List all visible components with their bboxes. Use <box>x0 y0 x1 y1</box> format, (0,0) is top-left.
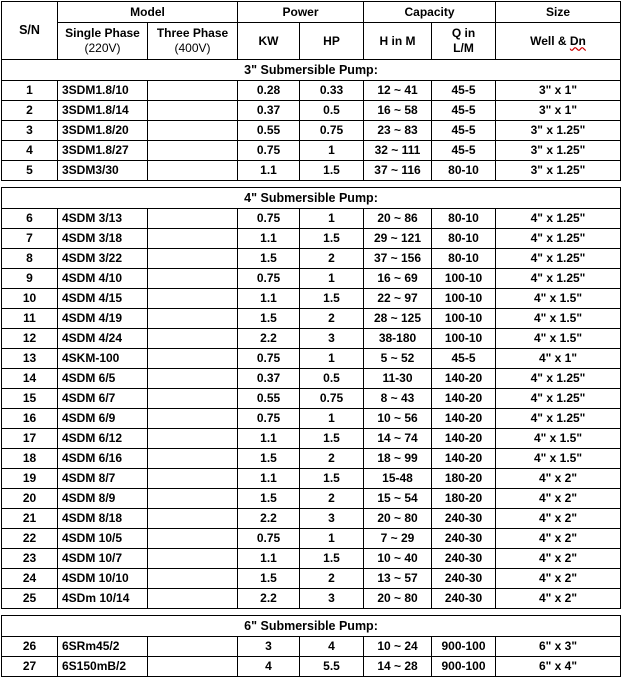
sn-cell: 10 <box>2 289 58 309</box>
kw-cell: 2.2 <box>238 589 300 609</box>
hp-cell: 0.33 <box>300 81 364 101</box>
head-cell: 13 ~ 57 <box>364 569 432 589</box>
flow-cell: 240-30 <box>432 589 496 609</box>
flow-cell: 80-10 <box>432 229 496 249</box>
kw-cell: 0.75 <box>238 409 300 429</box>
size-cell: 4" x 2" <box>496 529 621 549</box>
flow-cell: 100-10 <box>432 309 496 329</box>
kw-cell: 1.5 <box>238 569 300 589</box>
hp-cell: 2 <box>300 489 364 509</box>
table-row <box>2 369 621 389</box>
three-phase-model-cell <box>148 289 238 309</box>
kw-header: KW <box>238 23 300 60</box>
single-phase-model-cell: 3SDM3/30 <box>58 161 148 181</box>
model-header: Model <box>58 2 238 23</box>
table-row <box>2 209 621 229</box>
hp-cell: 2 <box>300 449 364 469</box>
table-row <box>2 101 621 121</box>
head-cell: 10 ~ 40 <box>364 549 432 569</box>
head-cell: 10 ~ 56 <box>364 409 432 429</box>
kw-cell: 0.75 <box>238 349 300 369</box>
head-cell: 15-48 <box>364 469 432 489</box>
size-cell: 4" x 1.25" <box>496 249 621 269</box>
flow-cell: 140-20 <box>432 389 496 409</box>
table-row <box>2 429 621 449</box>
hp-cell: 2 <box>300 309 364 329</box>
table-row <box>2 289 621 309</box>
single-phase-model-cell: 4SDM 8/18 <box>58 509 148 529</box>
header-row-2 <box>2 23 621 60</box>
head-cell: 7 ~ 29 <box>364 529 432 549</box>
section-header-row <box>2 188 621 209</box>
head-cell: 28 ~ 125 <box>364 309 432 329</box>
capacity-header: Capacity <box>364 2 496 23</box>
head-cell: 8 ~ 43 <box>364 389 432 409</box>
flow-cell: 45-5 <box>432 121 496 141</box>
sn-cell: 11 <box>2 309 58 329</box>
hp-cell: 1.5 <box>300 429 364 449</box>
hp-cell: 1.5 <box>300 161 364 181</box>
single-phase-model-cell: 4SDM 6/16 <box>58 449 148 469</box>
flow-header <box>432 23 496 60</box>
size-cell: 4" x 1.5" <box>496 289 621 309</box>
sn-cell: 17 <box>2 429 58 449</box>
three-phase-model-cell <box>148 637 238 657</box>
sn-cell: 7 <box>2 229 58 249</box>
power-header: Power <box>238 2 364 23</box>
size-cell: 6" x 3" <box>496 637 621 657</box>
kw-cell: 4 <box>238 657 300 677</box>
table-row <box>2 549 621 569</box>
flow-cell: 240-30 <box>432 549 496 569</box>
size-cell: 3" x 1" <box>496 81 621 101</box>
three-phase-model-cell <box>148 489 238 509</box>
size-cell: 4" x 1.25" <box>496 409 621 429</box>
sn-cell: 6 <box>2 209 58 229</box>
head-cell: 23 ~ 83 <box>364 121 432 141</box>
table-row <box>2 249 621 269</box>
flow-cell: 45-5 <box>432 81 496 101</box>
kw-cell: 1.1 <box>238 229 300 249</box>
three-phase-model-cell <box>148 249 238 269</box>
size-cell: 4" x 1.5" <box>496 449 621 469</box>
table-row <box>2 229 621 249</box>
table-row <box>2 637 621 657</box>
three-phase-model-cell <box>148 569 238 589</box>
head-cell: 16 ~ 58 <box>364 101 432 121</box>
head-cell: 32 ~ 111 <box>364 141 432 161</box>
three-phase-model-cell <box>148 409 238 429</box>
section-title: 3" Submersible Pump: <box>2 60 621 81</box>
section-gap <box>2 181 621 188</box>
sn-cell: 26 <box>2 637 58 657</box>
flow-cell: 140-20 <box>432 409 496 429</box>
hp-cell: 2 <box>300 249 364 269</box>
hp-cell: 1 <box>300 409 364 429</box>
sn-cell: 24 <box>2 569 58 589</box>
flow-cell: 180-20 <box>432 489 496 509</box>
single-phase-model-cell: 4SDM 4/15 <box>58 289 148 309</box>
size-cell: 4" x 2" <box>496 509 621 529</box>
section-header-row <box>2 60 621 81</box>
hp-cell: 1 <box>300 269 364 289</box>
three-phase-voltage: (400V) <box>174 41 211 55</box>
three-phase-model-cell <box>148 81 238 101</box>
sn-cell: 8 <box>2 249 58 269</box>
head-cell: 37 ~ 156 <box>364 249 432 269</box>
three-phase-model-cell <box>148 429 238 449</box>
hp-cell: 1.5 <box>300 229 364 249</box>
size-cell: 4" x 2" <box>496 549 621 569</box>
table-row <box>2 489 621 509</box>
three-phase-model-cell <box>148 657 238 677</box>
sn-cell: 14 <box>2 369 58 389</box>
flow-cell: 45-5 <box>432 141 496 161</box>
size-cell: 3" x 1.25" <box>496 121 621 141</box>
three-phase-model-cell <box>148 329 238 349</box>
sn-cell: 21 <box>2 509 58 529</box>
single-phase-voltage: (220V) <box>84 41 121 55</box>
sn-cell: 20 <box>2 489 58 509</box>
flow-cell: 180-20 <box>432 469 496 489</box>
size-cell: 4" x 1.25" <box>496 369 621 389</box>
flow-cell: 100-10 <box>432 289 496 309</box>
kw-cell: 0.37 <box>238 369 300 389</box>
single-phase-model-cell: 4SDm 10/14 <box>58 589 148 609</box>
hp-cell: 1.5 <box>300 469 364 489</box>
kw-cell: 1.1 <box>238 289 300 309</box>
flow-cell: 900-100 <box>432 657 496 677</box>
table-row <box>2 389 621 409</box>
three-phase-model-cell <box>148 529 238 549</box>
single-phase-model-cell: 3SDM1.8/20 <box>58 121 148 141</box>
flow-cell: 80-10 <box>432 209 496 229</box>
kw-cell: 0.55 <box>238 389 300 409</box>
kw-cell: 2.2 <box>238 329 300 349</box>
head-cell: 14 ~ 74 <box>364 429 432 449</box>
sn-cell: 1 <box>2 81 58 101</box>
sn-cell: 16 <box>2 409 58 429</box>
sn-cell: 13 <box>2 349 58 369</box>
size-cell: 4" x 1" <box>496 349 621 369</box>
head-cell: 20 ~ 86 <box>364 209 432 229</box>
hp-cell: 4 <box>300 637 364 657</box>
hp-cell: 1 <box>300 141 364 161</box>
hp-cell: 2 <box>300 569 364 589</box>
size-header: Size <box>496 2 621 23</box>
sn-cell: 12 <box>2 329 58 349</box>
head-cell: 16 ~ 69 <box>364 269 432 289</box>
single-phase-model-cell: 4SDM 8/9 <box>58 489 148 509</box>
head-cell: 18 ~ 99 <box>364 449 432 469</box>
single-phase-model-cell: 4SDM 6/5 <box>58 369 148 389</box>
single-phase-model-cell: 4SDM 3/13 <box>58 209 148 229</box>
kw-cell: 0.37 <box>238 101 300 121</box>
hp-cell: 3 <box>300 329 364 349</box>
flow-cell: 240-30 <box>432 529 496 549</box>
size-cell: 3" x 1" <box>496 101 621 121</box>
kw-cell: 0.75 <box>238 209 300 229</box>
hp-cell: 3 <box>300 589 364 609</box>
table-row <box>2 309 621 329</box>
table-row <box>2 657 621 677</box>
head-cell: 10 ~ 24 <box>364 637 432 657</box>
single-phase-model-cell: 4SDM 10/10 <box>58 569 148 589</box>
single-phase-model-cell: 4SDM 3/18 <box>58 229 148 249</box>
section-spacer <box>2 609 621 616</box>
hp-cell: 1.5 <box>300 289 364 309</box>
single-phase-model-cell: 4SDM 6/9 <box>58 409 148 429</box>
flow-cell: 100-10 <box>432 269 496 289</box>
single-phase-model-cell: 3SDM1.8/14 <box>58 101 148 121</box>
head-cell: 11-30 <box>364 369 432 389</box>
size-cell: 3" x 1.25" <box>496 141 621 161</box>
sn-cell: 5 <box>2 161 58 181</box>
size-cell: 4" x 2" <box>496 589 621 609</box>
three-phase-model-cell <box>148 349 238 369</box>
flow-unit: L/M <box>453 41 474 55</box>
head-cell: 37 ~ 116 <box>364 161 432 181</box>
head-cell: 14 ~ 28 <box>364 657 432 677</box>
flow-cell: 45-5 <box>432 101 496 121</box>
three-phase-model-cell <box>148 469 238 489</box>
head-cell: 12 ~ 41 <box>364 81 432 101</box>
kw-cell: 1.5 <box>238 489 300 509</box>
well-dn-header <box>496 23 621 60</box>
sn-cell: 18 <box>2 449 58 469</box>
hp-cell: 3 <box>300 509 364 529</box>
three-phase-model-cell <box>148 449 238 469</box>
flow-cell: 140-20 <box>432 449 496 469</box>
hp-cell: 1 <box>300 349 364 369</box>
flow-cell: 140-20 <box>432 429 496 449</box>
header-row-1 <box>2 2 621 23</box>
kw-cell: 0.75 <box>238 529 300 549</box>
size-cell: 4" x 1.5" <box>496 309 621 329</box>
size-cell: 4" x 2" <box>496 569 621 589</box>
hp-cell: 0.75 <box>300 389 364 409</box>
single-phase-model-cell: 3SDM1.8/27 <box>58 141 148 161</box>
single-phase-model-cell: 4SDM 4/19 <box>58 309 148 329</box>
table-row <box>2 409 621 429</box>
kw-cell: 1.1 <box>238 429 300 449</box>
single-phase-model-cell: 4SDM 10/5 <box>58 529 148 549</box>
three-phase-model-cell <box>148 101 238 121</box>
size-cell: 4" x 1.25" <box>496 389 621 409</box>
flow-cell: 100-10 <box>432 329 496 349</box>
table-row <box>2 569 621 589</box>
kw-cell: 0.75 <box>238 141 300 161</box>
sn-cell: 15 <box>2 389 58 409</box>
table-row <box>2 349 621 369</box>
section-title: 4" Submersible Pump: <box>2 188 621 209</box>
well-dn-suffix: Dn <box>569 33 586 48</box>
kw-cell: 1.5 <box>238 249 300 269</box>
size-cell: 6" x 4" <box>496 657 621 677</box>
three-phase-model-cell <box>148 121 238 141</box>
table-row <box>2 509 621 529</box>
flow-cell: 80-10 <box>432 161 496 181</box>
flow-cell: 900-100 <box>432 637 496 657</box>
flow-label: Q in <box>451 26 476 40</box>
well-dn-prefix: Well & <box>530 33 570 48</box>
hp-cell: 5.5 <box>300 657 364 677</box>
kw-cell: 3 <box>238 637 300 657</box>
head-cell: 29 ~ 121 <box>364 229 432 249</box>
sn-cell: 2 <box>2 101 58 121</box>
kw-cell: 0.75 <box>238 269 300 289</box>
sn-cell: 27 <box>2 657 58 677</box>
table-row <box>2 469 621 489</box>
size-cell: 3" x 1.25" <box>496 161 621 181</box>
three-phase-model-cell <box>148 369 238 389</box>
table-row <box>2 81 621 101</box>
size-cell: 4" x 2" <box>496 469 621 489</box>
single-phase-model-cell: 4SDM 8/7 <box>58 469 148 489</box>
sn-cell: 25 <box>2 589 58 609</box>
three-phase-model-cell <box>148 209 238 229</box>
single-phase-model-cell: 4SDM 6/7 <box>58 389 148 409</box>
kw-cell: 0.28 <box>238 81 300 101</box>
three-phase-model-cell <box>148 229 238 249</box>
section-title: 6" Submersible Pump: <box>2 616 621 637</box>
sn-cell: 19 <box>2 469 58 489</box>
size-cell: 4" x 1.5" <box>496 329 621 349</box>
three-phase-model-cell <box>148 161 238 181</box>
hp-cell: 1.5 <box>300 549 364 569</box>
sn-cell: 3 <box>2 121 58 141</box>
section-header-row <box>2 616 621 637</box>
flow-cell: 140-20 <box>432 369 496 389</box>
table-row <box>2 121 621 141</box>
three-phase-label: Three Phase <box>156 26 229 40</box>
three-phase-model-cell <box>148 549 238 569</box>
table-body <box>2 60 621 677</box>
kw-cell: 1.1 <box>238 549 300 569</box>
section-gap <box>2 609 621 616</box>
size-cell: 4" x 1.5" <box>496 429 621 449</box>
kw-cell: 2.2 <box>238 509 300 529</box>
hp-cell: 1 <box>300 209 364 229</box>
sn-cell: 23 <box>2 549 58 569</box>
three-phase-header <box>148 23 238 60</box>
single-phase-header <box>58 23 148 60</box>
size-cell: 4" x 1.25" <box>496 209 621 229</box>
head-cell: 15 ~ 54 <box>364 489 432 509</box>
three-phase-model-cell <box>148 509 238 529</box>
hp-cell: 1 <box>300 529 364 549</box>
single-phase-model-cell: 4SDM 4/10 <box>58 269 148 289</box>
head-header: H in M <box>364 23 432 60</box>
three-phase-model-cell <box>148 269 238 289</box>
flow-cell: 80-10 <box>432 249 496 269</box>
kw-cell: 1.1 <box>238 469 300 489</box>
three-phase-model-cell <box>148 141 238 161</box>
section-spacer <box>2 181 621 188</box>
kw-cell: 1.5 <box>238 309 300 329</box>
kw-cell: 0.55 <box>238 121 300 141</box>
hp-cell: 0.5 <box>300 101 364 121</box>
sn-cell: 4 <box>2 141 58 161</box>
table-row <box>2 589 621 609</box>
table-row <box>2 141 621 161</box>
single-phase-model-cell: 4SDM 4/24 <box>58 329 148 349</box>
head-cell: 20 ~ 80 <box>364 509 432 529</box>
three-phase-model-cell <box>148 389 238 409</box>
size-cell: 4" x 1.25" <box>496 269 621 289</box>
flow-cell: 240-30 <box>432 509 496 529</box>
sn-cell: 9 <box>2 269 58 289</box>
hp-cell: 0.5 <box>300 369 364 389</box>
kw-cell: 1.5 <box>238 449 300 469</box>
pump-spec-table <box>1 1 621 677</box>
single-phase-model-cell: 4SDM 6/12 <box>58 429 148 449</box>
single-phase-model-cell: 4SDM 10/7 <box>58 549 148 569</box>
table-row <box>2 529 621 549</box>
table-row <box>2 329 621 349</box>
single-phase-model-cell: 4SDM 3/22 <box>58 249 148 269</box>
size-cell: 4" x 2" <box>496 489 621 509</box>
flow-cell: 45-5 <box>432 349 496 369</box>
flow-cell: 240-30 <box>432 569 496 589</box>
head-cell: 22 ~ 97 <box>364 289 432 309</box>
hp-header: HP <box>300 23 364 60</box>
table-row <box>2 449 621 469</box>
sn-header: S/N <box>2 2 58 60</box>
three-phase-model-cell <box>148 309 238 329</box>
three-phase-model-cell <box>148 589 238 609</box>
head-cell: 38-180 <box>364 329 432 349</box>
single-phase-model-cell: 6SRm45/2 <box>58 637 148 657</box>
head-cell: 5 ~ 52 <box>364 349 432 369</box>
size-cell: 4" x 1.25" <box>496 229 621 249</box>
single-phase-model-cell: 4SKM-100 <box>58 349 148 369</box>
kw-cell: 1.1 <box>238 161 300 181</box>
table-row <box>2 269 621 289</box>
table-row <box>2 161 621 181</box>
hp-cell: 0.75 <box>300 121 364 141</box>
head-cell: 20 ~ 80 <box>364 589 432 609</box>
sn-cell: 22 <box>2 529 58 549</box>
single-phase-label: Single Phase <box>65 26 140 40</box>
single-phase-model-cell: 6S150mB/2 <box>58 657 148 677</box>
single-phase-model-cell: 3SDM1.8/10 <box>58 81 148 101</box>
